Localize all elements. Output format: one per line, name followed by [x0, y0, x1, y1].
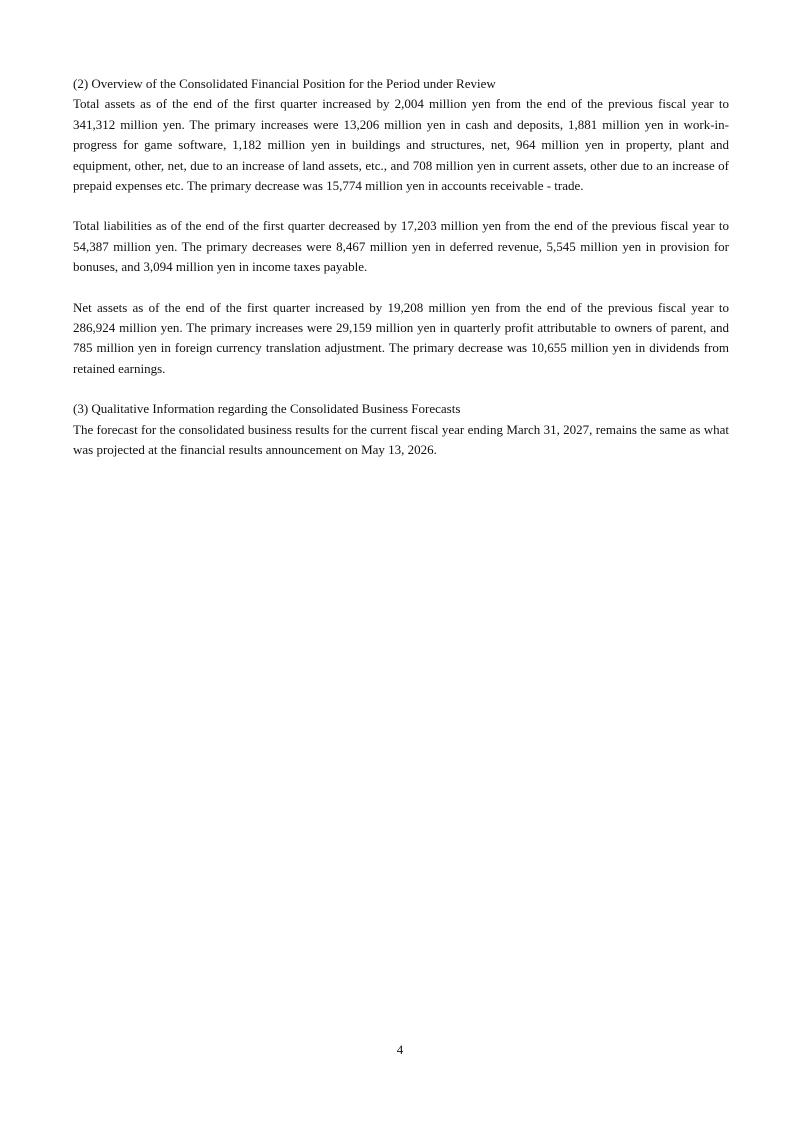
business-forecast-heading: (3) Qualitative Information regarding the Consolidated Business Forecasts [73, 401, 461, 417]
business-forecast-paragraph: The forecast for the consolidated business results for the current fiscal year ending March 31, 2027, remains the same as what was projected at the financial results announcement on May 13, 2026. [73, 421, 729, 458]
total-liabilities-paragraph: Total liabilities as of the end of the first quarter decreased by 17,203 million yen from the end of the previous fiscal year to 54,387 million yen. The primary decreases were 8,467 million yen in deferred revenue, 5,545 million yen in provision for bonuses, and 3,094 million yen in income taxes payable. [73, 218, 729, 275]
total-assets-paragraph: Total assets as of the end of the first quarter increased by 2,004 million yen from the end of the previous fiscal year to 341,312 million yen. The primary increases were 13,206 million yen in cash and deposits, 1,881 million yen in work-in-progress for game software, 1,182 million yen in buildings and structures, net, 964 million yen in property, plant and equipment, other, net, due to an increase of land assets, etc., and 708 million yen in current assets, other due to an increase of prepaid expenses etc. The primary decrease was 15,774 million yen in accounts receivable - trade. [73, 96, 729, 194]
section-spacer [73, 379, 729, 399]
business-forecast-section [73, 399, 729, 460]
paragraph-spacer [73, 278, 729, 298]
net-assets-paragraph: Net assets as of the end of the first quarter increased by 19,208 million yen from the end of the previous fiscal year to 286,924 million yen. The primary increases were 29,159 million yen in quarterly profit attributable to owners of parent, and 785 million yen in foreign currency translation adjustment. The primary decrease was 10,655 million yen in dividends from retained earnings. [73, 299, 729, 376]
paragraph-spacer [73, 196, 729, 216]
page-number: 4 [396, 1042, 404, 1057]
document-body [73, 74, 729, 461]
financial-position-heading: (2) Overview of the Consolidated Financial Position for the Period under Review [73, 76, 496, 91]
financial-position-section [73, 74, 729, 379]
